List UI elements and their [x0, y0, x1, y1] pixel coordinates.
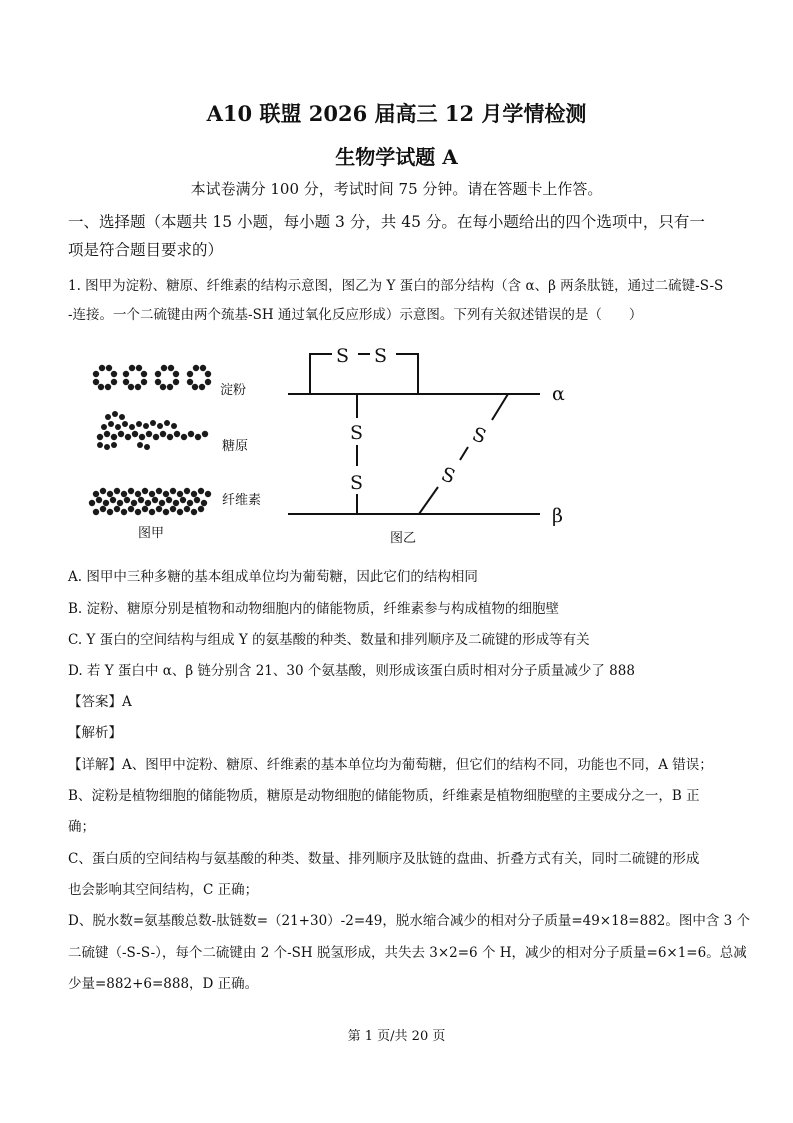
figure-svg	[80, 332, 600, 552]
cellulose-diagram	[89, 488, 211, 515]
s-letter: S	[336, 345, 350, 367]
diagonal-bond-top	[492, 394, 508, 420]
detail-line: D、脱水数=氨基酸总数-肽链数=（21+30）-2=49，脱水缩合减少的相对分子质量=49×18=882。图中含 3 个	[68, 913, 751, 929]
question-stem-line2: -连接。一个二硫键由两个巯基-SH 通过氧化反应形成）示意图。下列有关叙述错误的是（ ）	[68, 307, 643, 323]
diagonal-bond-bottom	[419, 487, 438, 514]
detail-line: 少量=882+6=888，D 正确。	[68, 976, 259, 992]
analysis-label: 【解析】	[68, 725, 122, 741]
detail-line: 【详解】A、图甲中淀粉、糖原、纤维素的基本单位均为葡萄糖，但它们的结构不同，功能也不同，A 错误；	[68, 757, 713, 773]
answer-label: 【答案】A	[68, 694, 132, 710]
detail-line: C、蛋白质的空间结构与氨基酸的种类、数量、排列顺序及肽链的盘曲、折叠方式有关，同时二硫键的形成	[68, 851, 700, 867]
starch-label: 淀粉	[220, 383, 247, 398]
exam-info: 本试卷满分 100 分，考试时间 75 分钟。请在答题卡上作答。	[190, 180, 603, 198]
detail-line: 二硫键（-S-S-），每个二硫键由 2 个-SH 脱氢形成，共失去 3×2=6 个 H，减少的相对分子质量=6×1=6。总减	[68, 945, 747, 961]
starch-diagram	[93, 365, 211, 390]
alpha-label: α	[552, 383, 565, 405]
top-bond-left	[310, 354, 332, 394]
option-b: B. 淀粉、糖原分别是植物和动物细胞内的储能物质，纤维素参与构成植物的细胞壁	[68, 601, 560, 617]
question-figure	[80, 332, 600, 552]
fig-b-caption: 图乙	[390, 531, 417, 546]
diagonal-bond-middle	[460, 447, 468, 460]
page-subtitle: 生物学试题 A	[335, 145, 458, 169]
page-title: A10 联盟 2026 届高三 12 月学情检测	[206, 101, 587, 126]
question-stem-line1: 1. 图甲为淀粉、糖原、纤维素的结构示意图，图乙为 Y 蛋白的部分结构（含 α、β 两条肽链，通过二硫键-S-S	[68, 278, 724, 294]
protein-diagram	[288, 354, 540, 514]
fig-a-caption: 图甲	[138, 526, 165, 541]
section-heading-line1: 一、选择题（本题共 15 小题，每小题 3 分，共 45 分。在每小题给出的四个选项中，只有一	[68, 213, 705, 231]
s-letter: S	[350, 472, 364, 494]
s-letter: S	[469, 423, 490, 449]
s-letter: S	[438, 463, 459, 489]
detail-line: 确；	[68, 819, 95, 835]
option-a: A. 图甲中三种多糖的基本组成单位均为葡萄糖，因此它们的结构相同	[68, 569, 478, 585]
top-bond-right	[396, 354, 418, 394]
beta-label: β	[552, 505, 563, 527]
s-letter: S	[350, 422, 364, 444]
section-heading-line2: 项是符合题目要求的）	[68, 241, 224, 259]
detail-line: 也会影响其空间结构，C 正确；	[68, 882, 259, 898]
cellulose-label: 纤维素	[222, 493, 262, 508]
page-number: 第 1 页/共 20 页	[347, 1029, 446, 1044]
detail-line: B、淀粉是植物细胞的储能物质，糖原是动物细胞的储能物质，纤维素是植物细胞壁的主要成分之一，B 正	[68, 788, 700, 804]
option-c: C. Y 蛋白的空间结构与组成 Y 的氨基酸的种类、数量和排列顺序及二硫键的形成等有关	[68, 632, 590, 648]
option-d: D. 若 Y 蛋白中 α、β 链分别含 21、30 个氨基酸，则形成该蛋白质时相对分子质量减少了 888	[68, 663, 635, 679]
glycogen-diagram	[97, 411, 208, 450]
glycogen-label: 糖原	[222, 439, 249, 454]
s-letter: S	[374, 345, 388, 367]
